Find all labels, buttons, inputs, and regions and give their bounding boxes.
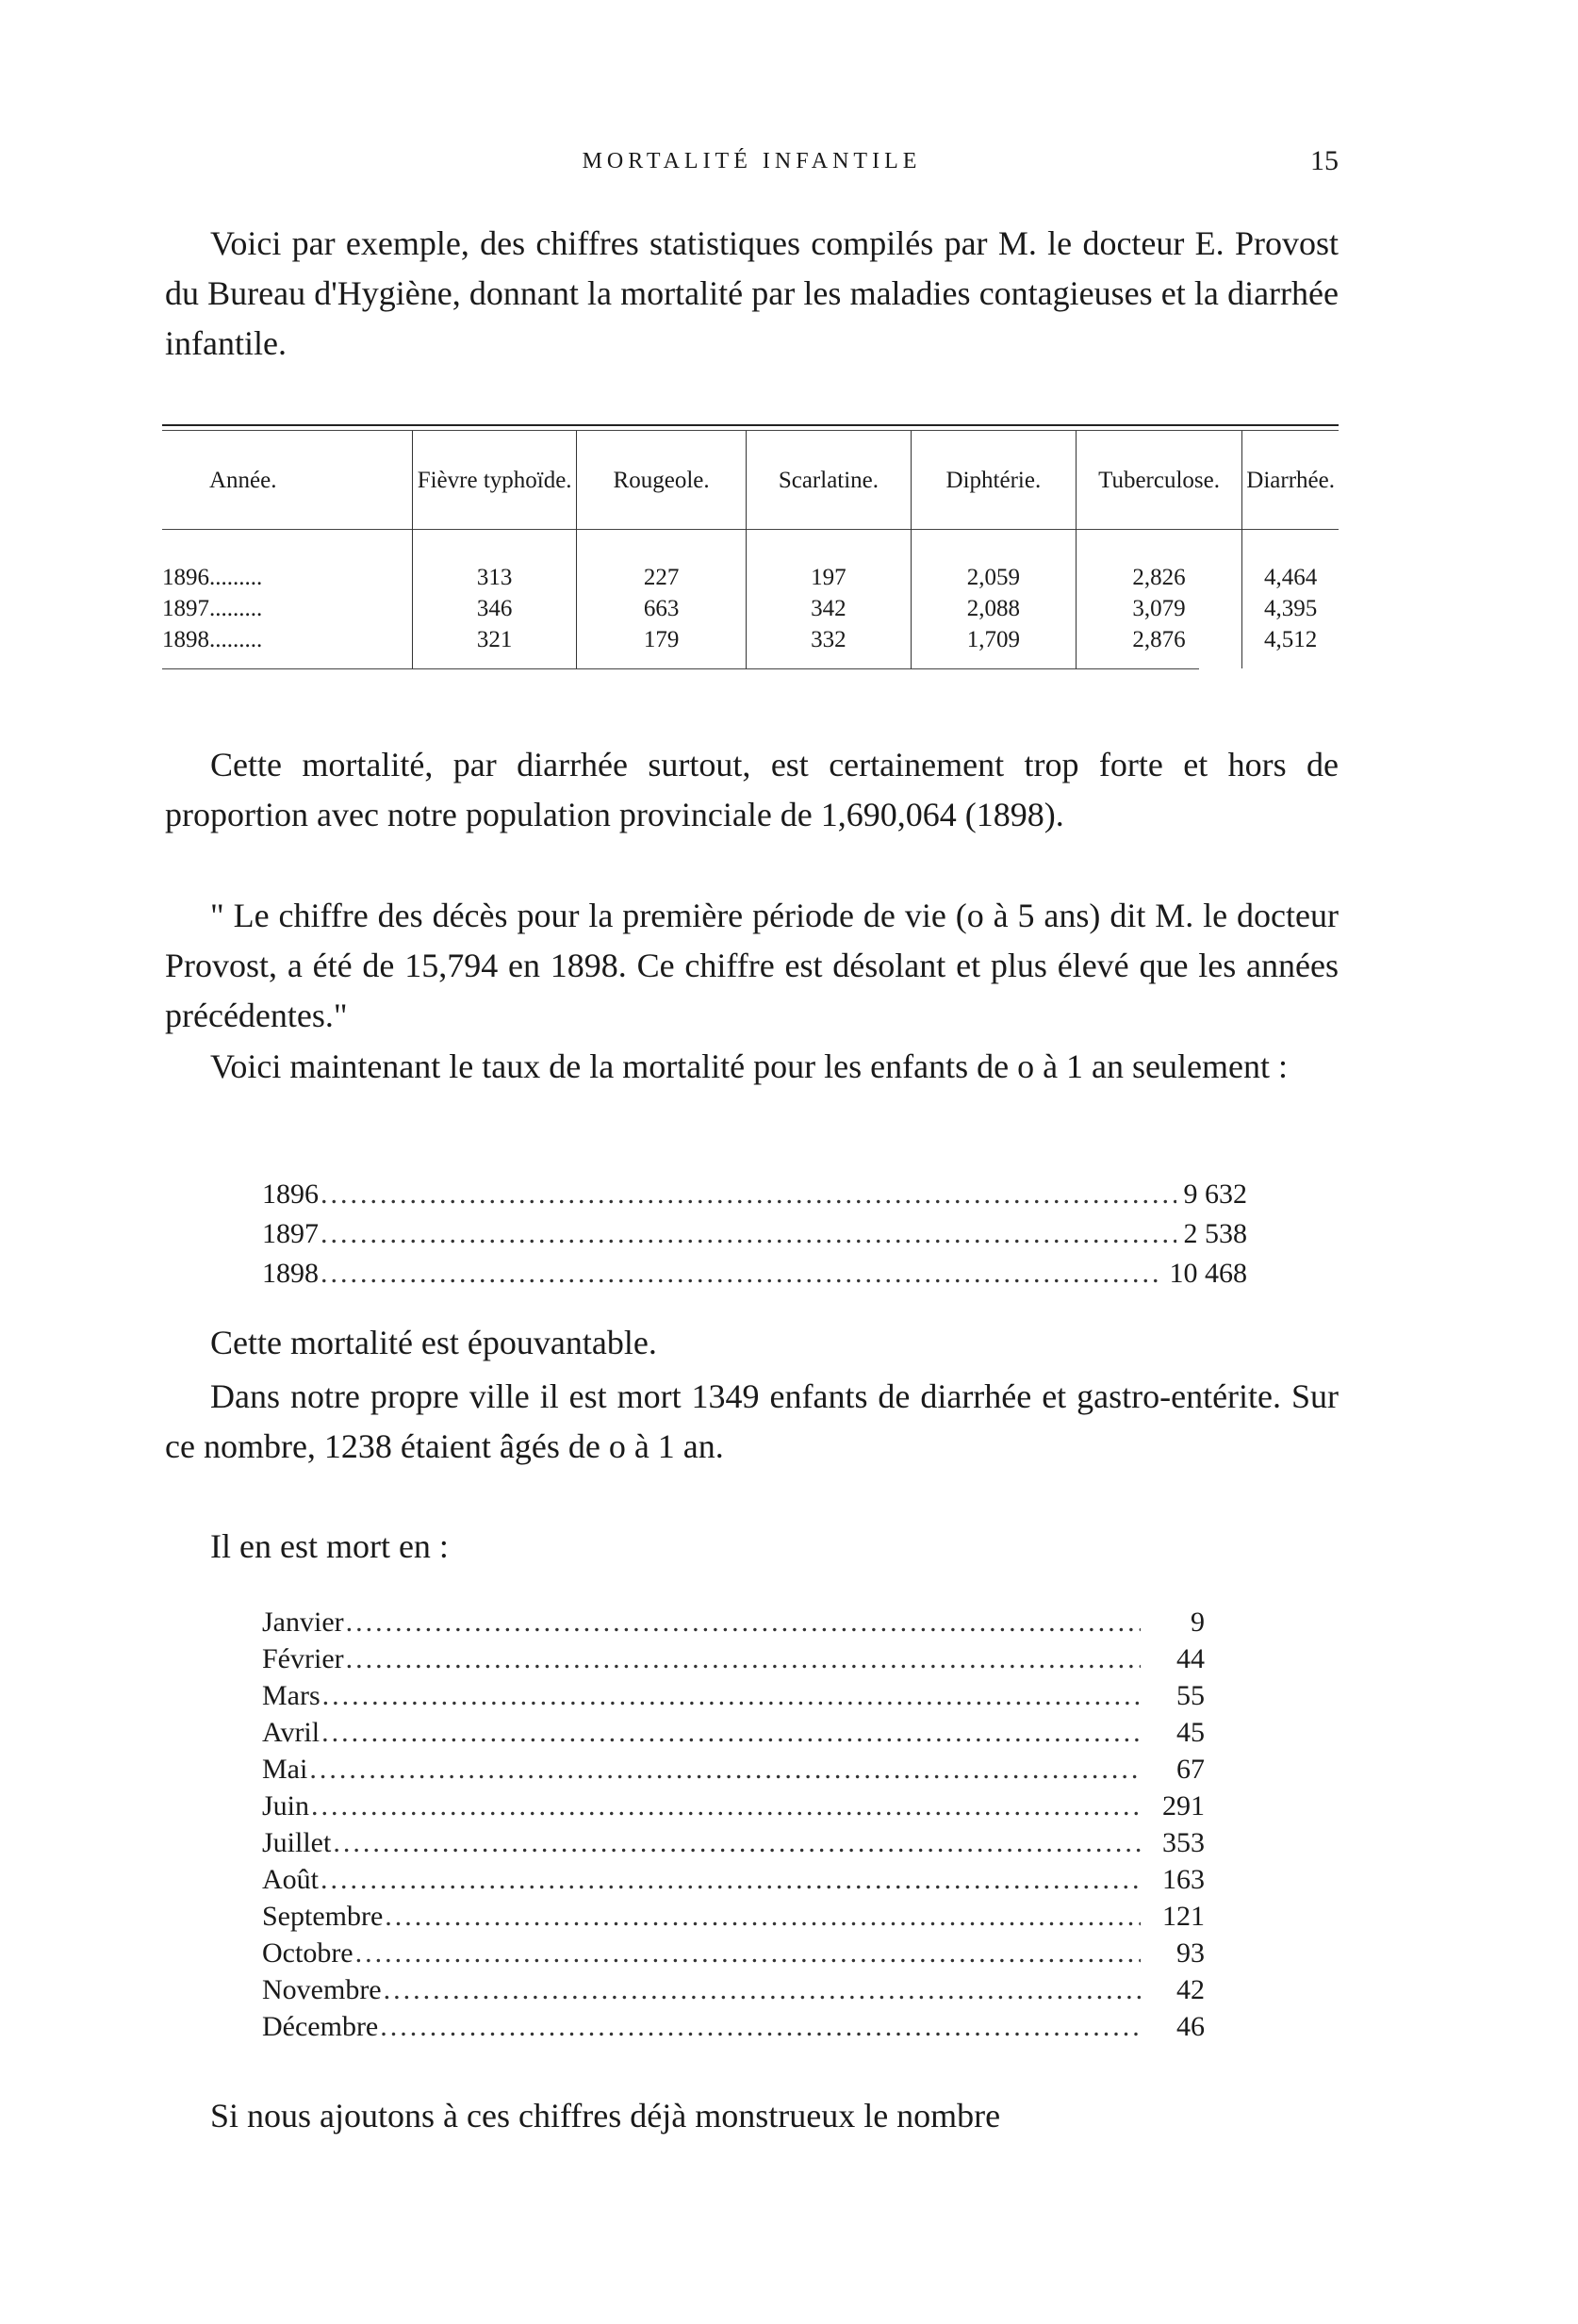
table-value: 179 — [643, 627, 680, 652]
leader-dots — [380, 2011, 1141, 2043]
table-value: 2,826 — [1132, 565, 1186, 590]
list-item-value: 93 — [1176, 1937, 1205, 1969]
table-value: 2,088 — [966, 596, 1020, 621]
list-item-label: Janvier — [262, 1607, 344, 1638]
col-header-scarlatine: Scarlatine. — [746, 431, 911, 530]
leader-dots — [321, 1218, 1176, 1250]
list-item-value: 67 — [1176, 1754, 1205, 1785]
list-item-value: 55 — [1176, 1680, 1205, 1711]
year-cell — [162, 530, 412, 669]
year-1896: 1896......... — [162, 565, 263, 590]
list-item — [262, 1218, 1247, 1250]
leader-dots — [333, 1827, 1141, 1859]
list-item — [262, 1790, 1205, 1822]
year-1898: 1898......... — [162, 627, 263, 652]
list-item-value: 46 — [1176, 2011, 1205, 2042]
list-item — [262, 1937, 1205, 1970]
col-header-tuberculose: Tuberculose. — [1076, 431, 1242, 530]
list-item — [262, 1717, 1205, 1749]
paragraph-mort-en: Il en est mort en : — [210, 1527, 449, 1565]
leader-dots — [309, 1754, 1141, 1786]
list-item-label: Août — [262, 1864, 319, 1895]
list-item — [262, 1864, 1205, 1896]
list-item — [262, 1827, 1205, 1859]
paragraph-quote: " Le chiffre des décès pour la première période de vie (o à 5 ans) dit M. le docteur Provost, a été de 15,794 en 1898. Ce chiffre est désolant et plus élevé que les années précédentes." — [165, 897, 1339, 1034]
paragraph-infant-rate: Voici maintenant le taux de la mortalité pour les enfants de o à 1 an seulement : — [210, 1047, 1288, 1085]
table-row — [162, 530, 1339, 669]
table-value: 2,059 — [966, 565, 1020, 590]
col-header-diarrhee: Diarrhée. — [1242, 431, 1339, 530]
list-item-label: Octobre — [262, 1937, 353, 1969]
list-item-value: 163 — [1162, 1864, 1205, 1895]
table-value: 4,464 — [1264, 565, 1318, 590]
paragraph-population: Cette mortalité, par diarrhée surtout, est certainement trop forte et hors de proportion avec notre population provinciale de 1,690,064 (1898). — [165, 746, 1339, 833]
list-item-label: Février — [262, 1643, 344, 1674]
intro-paragraph: Voici par exemple, des chiffres statistiques compilés par M. le docteur E. Provost du Bureau d'Hygiène, donnant la mortalité par les maladies contagieuses et la diarrhée infantile. — [165, 224, 1339, 362]
list-item-label: Juillet — [262, 1827, 332, 1858]
table-value: 2,876 — [1132, 627, 1186, 652]
paragraph-epouvantable: Cette mortalité est épouvantable. — [210, 1324, 657, 1361]
list-item — [262, 1754, 1205, 1786]
table-value: 197 — [811, 565, 847, 590]
list-item-value: 44 — [1176, 1643, 1205, 1674]
diarrhee-cell — [1242, 530, 1339, 669]
list-item-label: 1897 — [262, 1218, 319, 1249]
list-item-value: 42 — [1176, 1974, 1205, 2005]
table-value: 227 — [643, 565, 680, 590]
page-header — [165, 145, 1339, 187]
table-value: 1,709 — [966, 627, 1020, 652]
list-item — [262, 1607, 1205, 1639]
list-item — [262, 1901, 1205, 1933]
leader-dots — [322, 1680, 1141, 1712]
list-item-value: 121 — [1162, 1901, 1205, 1932]
list-item-label: 1896 — [262, 1178, 319, 1210]
leader-dots — [311, 1790, 1141, 1822]
list-item-label: Avril — [262, 1717, 321, 1748]
list-item-value: 45 — [1176, 1717, 1205, 1748]
table-value: 4,395 — [1264, 596, 1318, 621]
list-item — [262, 1643, 1205, 1675]
leader-dots — [321, 1864, 1141, 1896]
fievre-typhoide-cell — [412, 530, 576, 669]
leader-dots — [355, 1937, 1141, 1970]
col-header-annee: Année. — [209, 467, 277, 493]
table-value: 4,512 — [1264, 627, 1318, 652]
monthly-mortality-list — [262, 1603, 1205, 2043]
list-item-value: 9 — [1191, 1607, 1205, 1638]
table-value: 346 — [476, 596, 513, 621]
table-value: 342 — [811, 596, 847, 621]
table-top-rule — [162, 424, 1339, 426]
leader-dots — [346, 1643, 1141, 1675]
table-header-row — [162, 431, 1339, 530]
list-item-label: Mai — [262, 1754, 308, 1785]
leader-dots — [385, 1901, 1141, 1933]
list-item-label: Novembre — [262, 1974, 382, 2005]
col-header-rougeole: Rougeole. — [577, 431, 747, 530]
col-header-fievre-typhoide: Fièvre typhoïde. — [412, 431, 576, 530]
list-item — [262, 1258, 1247, 1290]
list-item-label: 1898 — [262, 1258, 319, 1289]
leader-dots — [321, 1717, 1141, 1749]
list-item-label: Juin — [262, 1790, 310, 1821]
leader-dots — [346, 1607, 1141, 1639]
list-item-value: 2 538 — [1183, 1218, 1247, 1249]
table-value: 321 — [476, 627, 513, 652]
list-item-value: 10 468 — [1169, 1258, 1247, 1289]
list-item — [262, 2011, 1205, 2043]
running-title: MORTALITÉ INFANTILE — [582, 149, 922, 173]
list-item-label: Septembre — [262, 1901, 384, 1932]
list-item — [262, 1178, 1247, 1211]
col-header-diphterie: Diphtérie. — [911, 431, 1076, 530]
tuberculose-cell — [1076, 530, 1242, 669]
list-item-label: Mars — [262, 1680, 321, 1711]
table-value: 663 — [643, 596, 680, 621]
list-item — [262, 1680, 1205, 1712]
mortality-table — [162, 424, 1339, 669]
diphterie-cell — [911, 530, 1076, 669]
list-item-label: Décembre — [262, 2011, 379, 2042]
table-value: 332 — [811, 627, 847, 652]
list-item-value: 291 — [1162, 1790, 1205, 1821]
list-item-value: 9 632 — [1183, 1178, 1247, 1210]
page-number: 15 — [1310, 145, 1339, 176]
scarlatine-cell — [746, 530, 911, 669]
table-value: 3,079 — [1132, 596, 1186, 621]
list-item — [262, 1974, 1205, 2006]
leader-dots — [321, 1258, 1162, 1290]
list-item-value: 353 — [1162, 1827, 1205, 1858]
year-1897: 1897......... — [162, 596, 263, 621]
paragraph-ville: Dans notre propre ville il est mort 1349 enfants de diarrhée et gastro-entérite. Sur ce nombre, 1238 étaient âgés de o à 1 an. — [165, 1377, 1339, 1465]
infant-mortality-list — [262, 1178, 1247, 1290]
paragraph-closing: Si nous ajoutons à ces chiffres déjà monstrueux le nombre — [210, 2097, 1001, 2134]
rougeole-cell — [577, 530, 747, 669]
leader-dots — [321, 1178, 1176, 1211]
leader-dots — [384, 1974, 1141, 2006]
table-value: 313 — [476, 565, 513, 590]
table-bottom-rule — [162, 668, 1199, 669]
